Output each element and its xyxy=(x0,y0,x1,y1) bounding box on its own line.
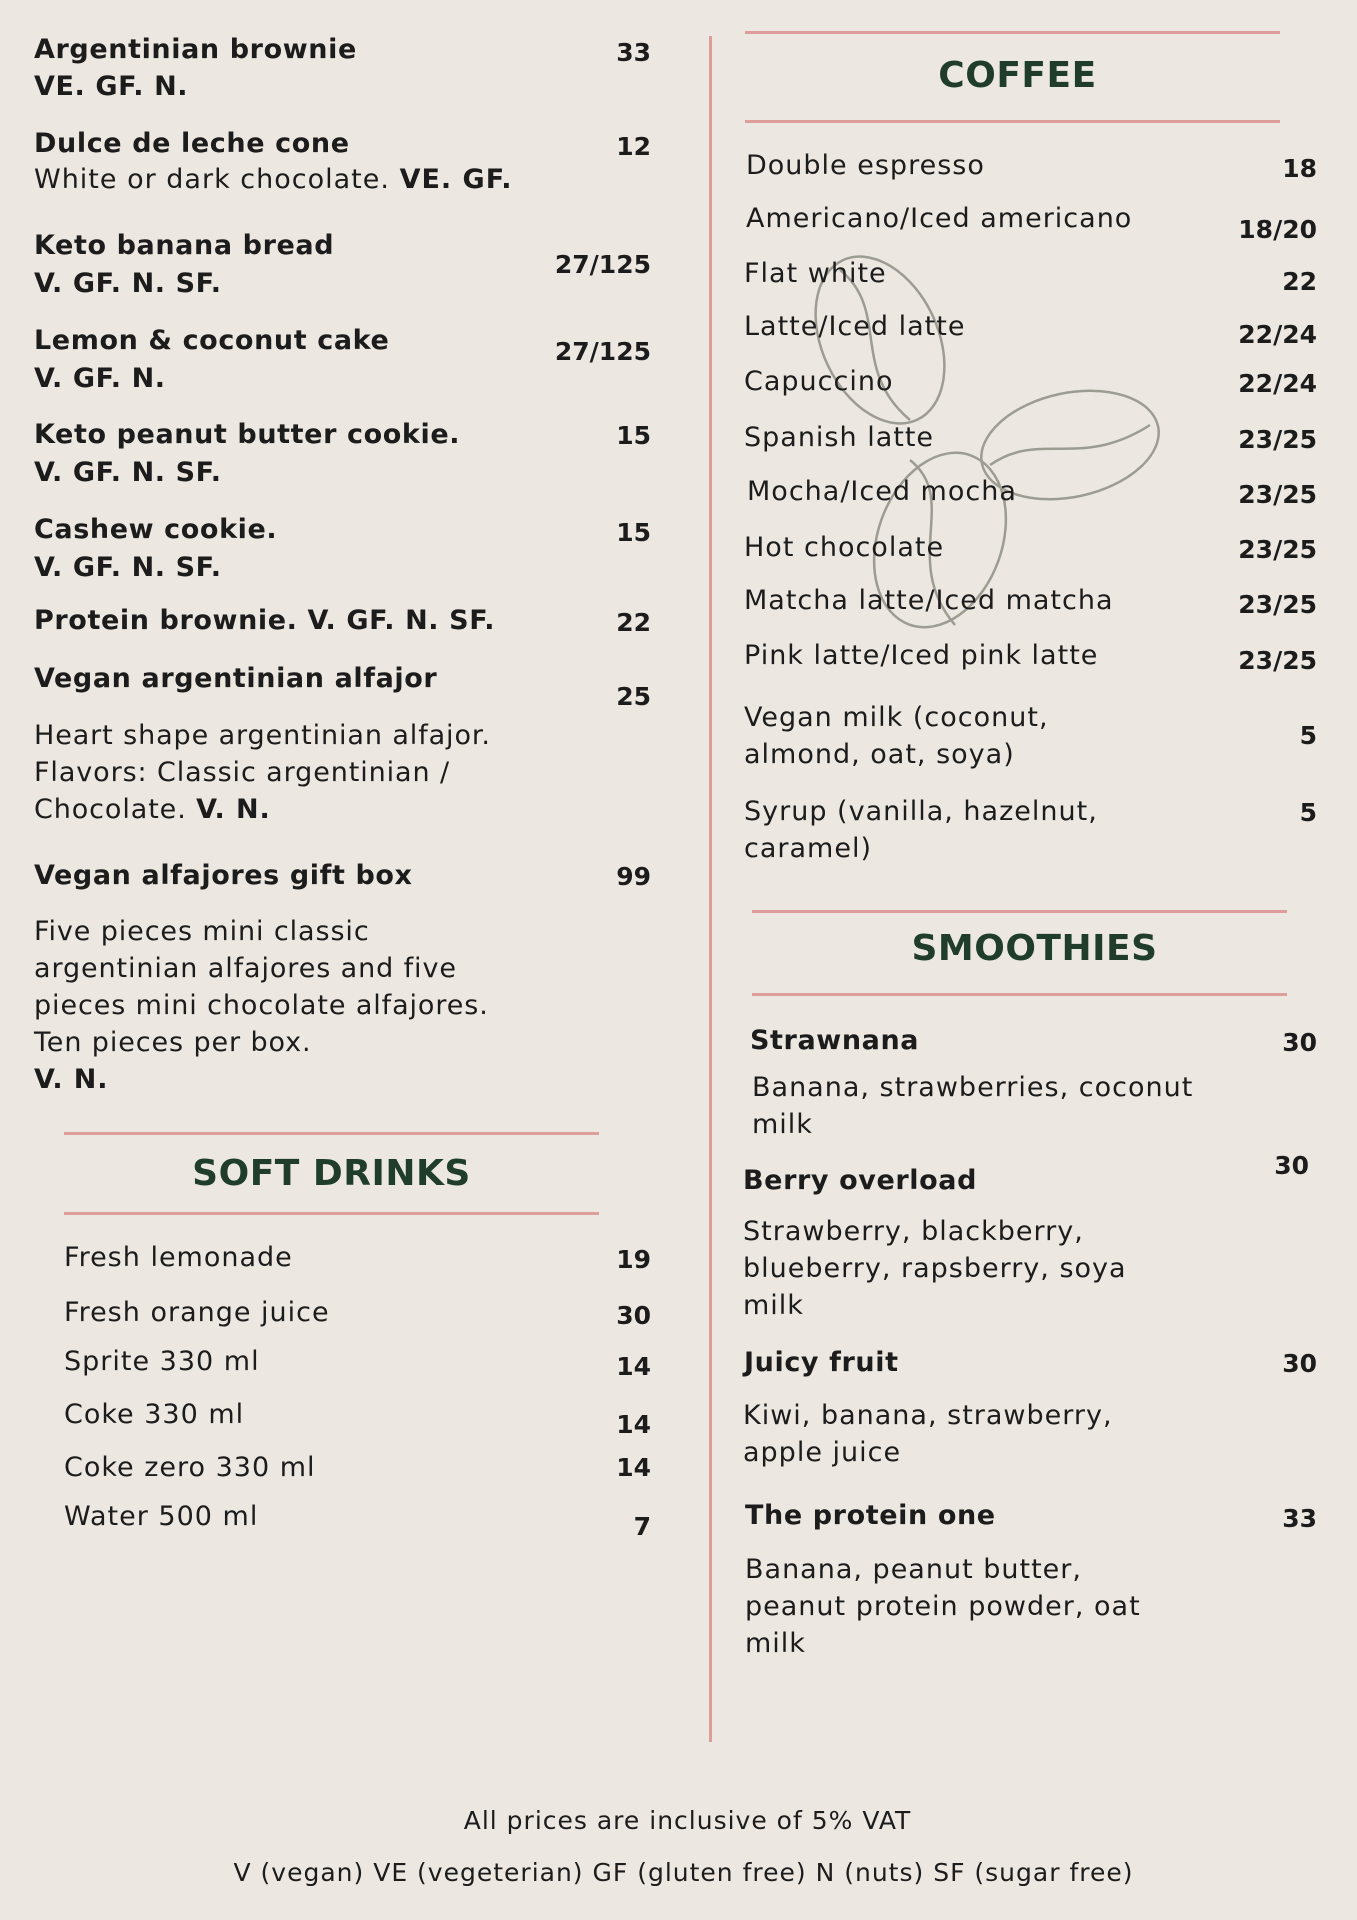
smoothies-heading: SMOOTHIES xyxy=(911,928,1158,969)
dessert-desc-block xyxy=(34,717,539,828)
coffee-name: Double espresso xyxy=(746,150,985,181)
drink-price: 30 xyxy=(616,1301,651,1330)
drink-name: Fresh orange juice xyxy=(64,1297,330,1328)
dessert-price: 15 xyxy=(616,421,651,450)
dessert-name: Lemon & coconut cake xyxy=(34,325,390,356)
coffee-name: Capuccino xyxy=(744,366,894,397)
coffee-name: Spanish latte xyxy=(744,422,935,453)
dessert-tags: V. GF. N. SF. xyxy=(34,268,222,299)
drink-price: 14 xyxy=(616,1352,651,1381)
coffee-price: 5 xyxy=(1299,721,1317,750)
dessert-price: 33 xyxy=(616,38,651,67)
smoothie-price: 33 xyxy=(1282,1504,1317,1533)
dessert-price: 99 xyxy=(616,862,651,891)
drink-name: Fresh lemonade xyxy=(64,1242,293,1273)
coffee-price: 23/25 xyxy=(1238,425,1317,454)
dessert-tags: V. N. xyxy=(196,794,271,825)
dessert-price: 25 xyxy=(616,682,651,711)
dessert-name: Protein brownie. V. GF. N. SF. xyxy=(34,605,496,636)
dessert-name: Keto peanut butter cookie. xyxy=(34,419,461,450)
column-divider xyxy=(709,36,712,1742)
coffee-price: 23/25 xyxy=(1238,646,1317,675)
dessert-tags: V. GF. N. xyxy=(34,363,166,394)
dessert-price: 22 xyxy=(616,608,651,637)
smoothie-name: The protein one xyxy=(745,1500,996,1531)
dessert-tags: VE. GF. N. xyxy=(34,71,189,102)
drink-name: Water 500 ml xyxy=(64,1501,259,1532)
dessert-tags: VE. GF. xyxy=(399,164,513,195)
smoothie-name: Juicy fruit xyxy=(744,1347,899,1378)
dessert-price: 27/125 xyxy=(554,337,651,366)
smoothie-desc: Strawberry, blackberry, blueberry, rapsberry, soya milk xyxy=(743,1216,1127,1321)
coffee-price: 22 xyxy=(1282,267,1317,296)
drink-price: 19 xyxy=(616,1245,651,1274)
drink-name: Sprite 330 ml xyxy=(64,1346,260,1377)
dessert-tags: V. GF. N. SF. xyxy=(34,552,222,583)
soft-drinks-heading: SOFT DRINKS xyxy=(192,1153,471,1194)
coffee-price: 23/25 xyxy=(1238,535,1317,564)
coffee-price: 23/25 xyxy=(1238,590,1317,619)
coffee-price: 5 xyxy=(1299,798,1317,827)
coffee-name: Latte/Iced latte xyxy=(744,311,966,342)
dessert-price: 12 xyxy=(616,132,651,161)
smoothie-name: Strawnana xyxy=(750,1025,920,1056)
coffee-name: Pink latte/Iced pink latte xyxy=(744,640,1099,671)
dessert-price: 27/125 xyxy=(554,250,651,279)
smoothie-price: 30 xyxy=(1282,1349,1317,1378)
dessert-name: Vegan argentinian alfajor xyxy=(34,663,438,694)
dessert-name: Dulce de leche cone xyxy=(34,128,350,159)
dietary-legend: V (vegan) VE (vegeterian) GF (gluten free) N (nuts) SF (sugar free) xyxy=(233,1858,1134,1887)
dessert-name: Vegan alfajores gift box xyxy=(34,860,413,891)
smoothie-desc: Banana, strawberries, coconut milk xyxy=(752,1072,1194,1140)
dessert-desc-block xyxy=(34,913,504,1098)
dessert-desc-line xyxy=(34,164,512,195)
dessert-price: 15 xyxy=(616,518,651,547)
section-rule xyxy=(752,993,1287,996)
coffee-heading: COFFEE xyxy=(938,55,1097,96)
smoothie-desc: Banana, peanut butter, peanut protein powder, oat milk xyxy=(745,1554,1141,1659)
coffee-price: 22/24 xyxy=(1238,320,1317,349)
dessert-name: Cashew cookie. xyxy=(34,514,278,545)
drink-price: 7 xyxy=(633,1512,651,1541)
coffee-name: Mocha/Iced mocha xyxy=(747,476,1017,507)
smoothie-price: 30 xyxy=(1274,1151,1309,1180)
section-rule xyxy=(745,31,1280,34)
coffee-price: 18/20 xyxy=(1238,215,1317,244)
dessert-tags: V. N. xyxy=(34,1064,109,1095)
drink-price: 14 xyxy=(616,1410,651,1439)
smoothie-price: 30 xyxy=(1282,1028,1317,1057)
section-rule xyxy=(64,1132,599,1135)
drink-name: Coke 330 ml xyxy=(64,1399,245,1430)
drink-price: 14 xyxy=(616,1453,651,1482)
coffee-price: 18 xyxy=(1282,154,1317,183)
dessert-desc: Five pieces mini classic argentinian alfajores and five pieces mini chocolate alfajores. Ten pieces per box. xyxy=(34,916,489,1058)
smoothie-desc: Kiwi, banana, strawberry, apple juice xyxy=(743,1400,1113,1468)
vat-note: All prices are inclusive of 5% VAT xyxy=(463,1806,912,1835)
dessert-desc: White or dark chocolate. xyxy=(34,164,390,195)
coffee-name: Syrup (vanilla, hazelnut, caramel) xyxy=(744,796,1098,864)
section-rule xyxy=(745,120,1280,123)
dessert-name: Keto banana bread xyxy=(34,230,335,261)
coffee-name: Hot chocolate xyxy=(744,532,945,563)
drink-name: Coke zero 330 ml xyxy=(64,1452,316,1483)
smoothie-name: Berry overload xyxy=(743,1165,978,1196)
dessert-desc: Heart shape argentinian alfajor. Flavors: Classic argentinian / Chocolate. xyxy=(34,720,491,825)
coffee-price: 23/25 xyxy=(1238,480,1317,509)
dessert-tags: V. GF. N. SF. xyxy=(34,457,222,488)
section-rule xyxy=(64,1212,599,1215)
section-rule xyxy=(752,910,1287,913)
coffee-price: 22/24 xyxy=(1238,369,1317,398)
coffee-name: Matcha latte/Iced matcha xyxy=(744,585,1114,616)
coffee-name: Americano/Iced americano xyxy=(746,203,1133,234)
coffee-name: Flat white xyxy=(744,258,887,289)
dessert-name: Argentinian brownie xyxy=(34,34,357,65)
coffee-name: Vegan milk (coconut, almond, oat, soya) xyxy=(744,702,1049,770)
